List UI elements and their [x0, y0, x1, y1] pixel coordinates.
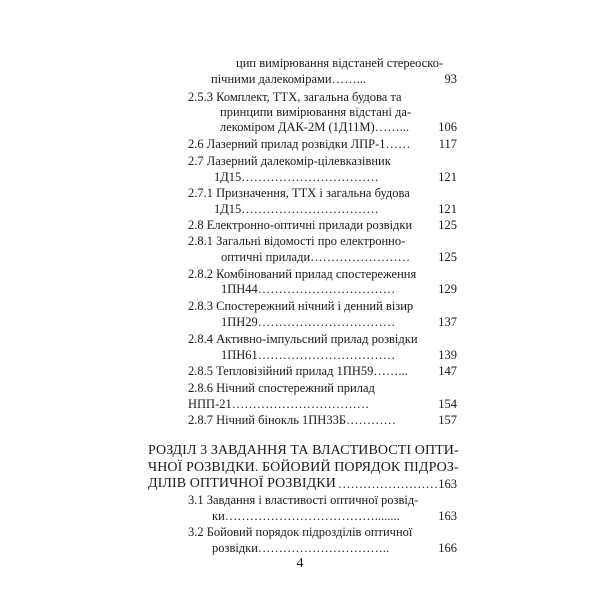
- toc-entry-text: 2.7 Лазерний далекомір-цілевказівник: [188, 154, 391, 168]
- toc-entry-page: 163: [438, 509, 457, 523]
- toc-entry-page: 129: [438, 282, 457, 296]
- toc-line: [0, 201, 600, 217]
- toc-entry-text: 2.8.4 Активно-імпульсний прилад розвідки: [188, 332, 418, 346]
- toc-line: [0, 136, 600, 152]
- toc-line: [0, 281, 600, 297]
- toc-line: [0, 298, 600, 314]
- toc-line: [0, 396, 600, 412]
- toc-entry-page: 139: [438, 348, 457, 362]
- toc-line: [0, 217, 600, 233]
- toc-line: [0, 233, 600, 249]
- toc-entry-text: 3.2 Бойовий порядок підрозділів оптичної: [188, 525, 413, 539]
- toc-entry-text: 2.8.2 Комбінований прилад спостереження: [188, 267, 417, 281]
- toc-entry-text: 2.8.7 Нічний бінокль 1ПН33Б…………: [188, 413, 396, 427]
- toc-line: [0, 476, 600, 492]
- toc-entry-page: 117: [438, 137, 457, 151]
- toc-line: [0, 71, 600, 87]
- toc-line: [0, 89, 600, 105]
- toc-entry-text: 2.8.6 Нічний спостережний прилад: [188, 381, 375, 395]
- toc-entry-text: 2.7.1 Призначення, ТТХ і загальна будова: [188, 186, 410, 200]
- toc-chapter-heading: ДІЛІВ ОПТИЧНОЇ РОЗВІДКИ: [148, 476, 336, 491]
- toc-entry-page: 137: [438, 315, 457, 329]
- toc-line: [0, 540, 600, 556]
- toc-line: [0, 266, 600, 282]
- toc-line: [0, 363, 600, 379]
- toc-chapter-heading: ЧНОЇ РОЗВІДКИ. БОЙОВИЙ ПОРЯДОК ПІДРОЗ-: [148, 460, 459, 475]
- toc-entry-text: принципи вимірювання відстані да-: [220, 105, 412, 119]
- toc-line: [0, 169, 600, 185]
- toc-chapter-heading: РОЗДІЛ 3 ЗАВДАННЯ ТА ВЛАСТИВОСТІ ОПТИ-: [148, 443, 459, 458]
- toc-line: [0, 331, 600, 347]
- toc-entry-text: 1ПН44……………………………: [221, 282, 396, 296]
- toc-line: [0, 314, 600, 330]
- toc-line: [0, 380, 600, 396]
- toc-entry-page: 125: [438, 218, 457, 232]
- page-number: 4: [296, 556, 304, 571]
- toc-entry-page: 121: [438, 202, 457, 216]
- toc-entry-page: 93: [444, 72, 457, 86]
- toc-entry-text: 2.8 Електронно-оптичні прилади розвідки: [188, 218, 413, 232]
- toc-entry-text: 1Д15……………………………: [214, 202, 379, 216]
- toc-line: [0, 153, 600, 169]
- toc-line: [0, 443, 600, 459]
- toc-line: [0, 412, 600, 428]
- toc-line: [0, 104, 600, 120]
- toc-entry-text: 2.6 Лазерний прилад розвідки ЛПР-1……: [188, 137, 411, 151]
- toc-entry-text: 2.8.3 Спостережний нічний і денний візир: [188, 299, 414, 313]
- toc-entry-page: 125: [438, 250, 457, 264]
- toc-entry-text: оптичні прилади……………………: [221, 250, 411, 264]
- toc-line: [0, 185, 600, 201]
- toc-entry-text: 1ПН29……………………………: [221, 315, 396, 329]
- toc-entry-text: 3.1 Завдання і властивості оптичної розвід-: [188, 493, 419, 507]
- toc-line: [0, 55, 600, 71]
- toc-entry-leader: ……………………: [338, 477, 438, 491]
- toc-entry-text: цип вимірювання відстаней стереоско-: [236, 56, 444, 70]
- toc-entry-text: розвідки…………………………..: [212, 541, 390, 555]
- toc-entry-text: НПП-21……………………………: [188, 397, 370, 411]
- toc-entry-text: лекоміром ДАК-2М (1Д11М)……...: [220, 120, 410, 134]
- toc-entry-text: 2.5.3 Комплект, ТТХ, загальна будова та: [188, 90, 402, 104]
- toc-entry-page: 154: [438, 397, 457, 411]
- toc-line: [0, 119, 600, 135]
- toc-entry-page: 121: [438, 170, 457, 184]
- toc-entry-page: 106: [438, 120, 457, 134]
- toc-entry-page: 166: [438, 541, 457, 555]
- toc-entry-page: 157: [438, 413, 457, 427]
- toc-entry-page: 147: [438, 364, 457, 378]
- toc-entry-text: ки………………………………........: [212, 509, 400, 523]
- toc-entry-text: 2.8.5 Тепловізійний прилад 1ПН59……...: [188, 364, 408, 378]
- toc-entry-text: пічними далекомірами……...: [211, 72, 366, 86]
- toc-line: [0, 508, 600, 524]
- toc-line: [0, 460, 600, 476]
- toc-line: [0, 249, 600, 265]
- toc-entry-text: 2.8.1 Загальні відомості про електронно-: [188, 234, 406, 248]
- toc-entry-page: 163: [438, 477, 457, 491]
- toc-line: [0, 492, 600, 508]
- toc-entry-text: 1ПН61……………………………: [221, 348, 396, 362]
- toc-line: [0, 347, 600, 363]
- toc-entry-text: 1Д15……………………………: [214, 170, 379, 184]
- toc-line: [0, 524, 600, 540]
